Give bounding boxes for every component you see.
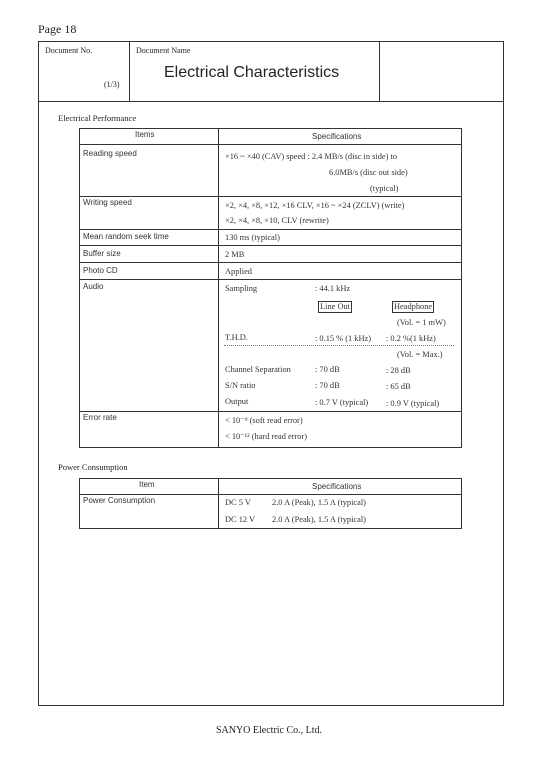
audio-sn-ratio-lineout: : 70 dB	[315, 381, 340, 390]
row-label-reading-speed: Reading speed	[83, 149, 137, 158]
audio-vol-max: (Vol. = Max.)	[397, 350, 443, 359]
section-title-power-consumption: Power Consumption	[58, 462, 128, 472]
audio-channel-separation-headphone: : 28 dB	[386, 366, 411, 375]
column-header-specifications: Specifications	[312, 482, 362, 491]
row-label-writing-speed: Writing speed	[83, 198, 132, 207]
table-row-divider	[79, 196, 462, 197]
audio-sampling-value: : 44.1 kHz	[315, 284, 351, 293]
document-number-label: Document No.	[45, 46, 93, 55]
header-divider-vertical	[379, 41, 380, 101]
writing-speed-line-1: ×2, ×4, ×8, ×12, ×16 CLV, ×16 ~ ×24 (ZCLV) (write)	[225, 201, 405, 210]
buffer-size-value: 2 MB	[225, 250, 245, 259]
row-label-seek-time: Mean random seek time	[83, 232, 169, 241]
table-row-divider	[79, 262, 462, 263]
audio-output-label: Output	[225, 397, 249, 406]
document-name-label: Document Name	[136, 46, 191, 55]
power-dc5-label: DC 5 V	[225, 498, 251, 507]
audio-channel-separation-label: Channel Separation	[225, 365, 291, 374]
table-row-divider	[79, 144, 462, 145]
audio-channel-separation-lineout: : 70 dB	[315, 365, 340, 374]
seek-time-value: 130 ms (typical)	[225, 233, 280, 242]
column-header-specifications: Specifications	[312, 132, 362, 141]
table-row-divider	[79, 494, 462, 495]
audio-vol-1mw: (Vol. = 1 mW)	[397, 318, 446, 327]
row-label-buffer-size: Buffer size	[83, 249, 121, 258]
document-number-value: (1/3)	[104, 80, 120, 89]
error-rate-line-1: < 10⁻⁹ (soft read error)	[225, 416, 303, 425]
audio-thd-label: T.H.D.	[225, 333, 248, 342]
table-column-divider	[218, 128, 219, 448]
table-row-divider	[79, 245, 462, 246]
error-rate-line-2: < 10⁻¹² (hard read error)	[225, 432, 308, 441]
table-row-divider	[79, 279, 462, 280]
row-label-audio: Audio	[83, 282, 104, 291]
audio-output-headphone: : 0.9 V (typical)	[386, 399, 440, 408]
row-label-power-consumption: Power Consumption	[83, 496, 156, 505]
dotted-separator	[224, 345, 454, 346]
header-divider	[38, 101, 504, 102]
audio-headphone-header: Headphone	[394, 302, 433, 311]
power-dc12-label: DC 12 V	[225, 515, 256, 524]
table-row-divider	[79, 411, 462, 412]
audio-output-lineout: : 0.7 V (typical)	[315, 398, 369, 407]
audio-thd-headphone: : 0.2 %(1 kHz)	[386, 334, 436, 343]
header-divider-vertical	[129, 41, 130, 101]
power-dc5-value: 2.0 A (Peak), 1.5 A (typical)	[272, 498, 366, 507]
audio-line-out-header: Line Out	[320, 302, 351, 311]
section-title-electrical-performance: Electrical Performance	[58, 113, 137, 123]
footer-company: SANYO Electric Co., Ltd.	[215, 725, 323, 736]
reading-speed-line-1: ×16 ~ ×40 (CAV) speed : 2.4 MB/s (disc in side) to	[225, 152, 398, 161]
row-label-error-rate: Error rate	[83, 413, 117, 422]
column-header-item: Item	[139, 480, 155, 489]
column-header-items: Items	[135, 130, 155, 139]
audio-sampling-label: Sampling	[225, 284, 258, 293]
reading-speed-line-2: 6.0MB/s (disc out side)	[329, 168, 408, 177]
power-dc12-value: 2.0 A (Peak), 1.5 A (typical)	[272, 515, 366, 524]
audio-thd-lineout: : 0.15 % (1 kHz)	[315, 334, 372, 343]
audio-sn-ratio-label: S/N ratio	[225, 381, 256, 390]
page-number: Page 18	[38, 22, 77, 36]
table-row-divider	[79, 229, 462, 230]
document-title: Electrical Characteristics	[164, 64, 340, 81]
row-label-photo-cd: Photo CD	[83, 266, 118, 275]
table-column-divider	[218, 478, 219, 529]
reading-speed-line-3: (typical)	[370, 184, 399, 193]
writing-speed-line-2: ×2, ×4, ×8, ×10, CLV (rewrite)	[225, 216, 329, 225]
audio-sn-ratio-headphone: : 65 dB	[386, 382, 411, 391]
photo-cd-value: Applied	[225, 267, 252, 276]
